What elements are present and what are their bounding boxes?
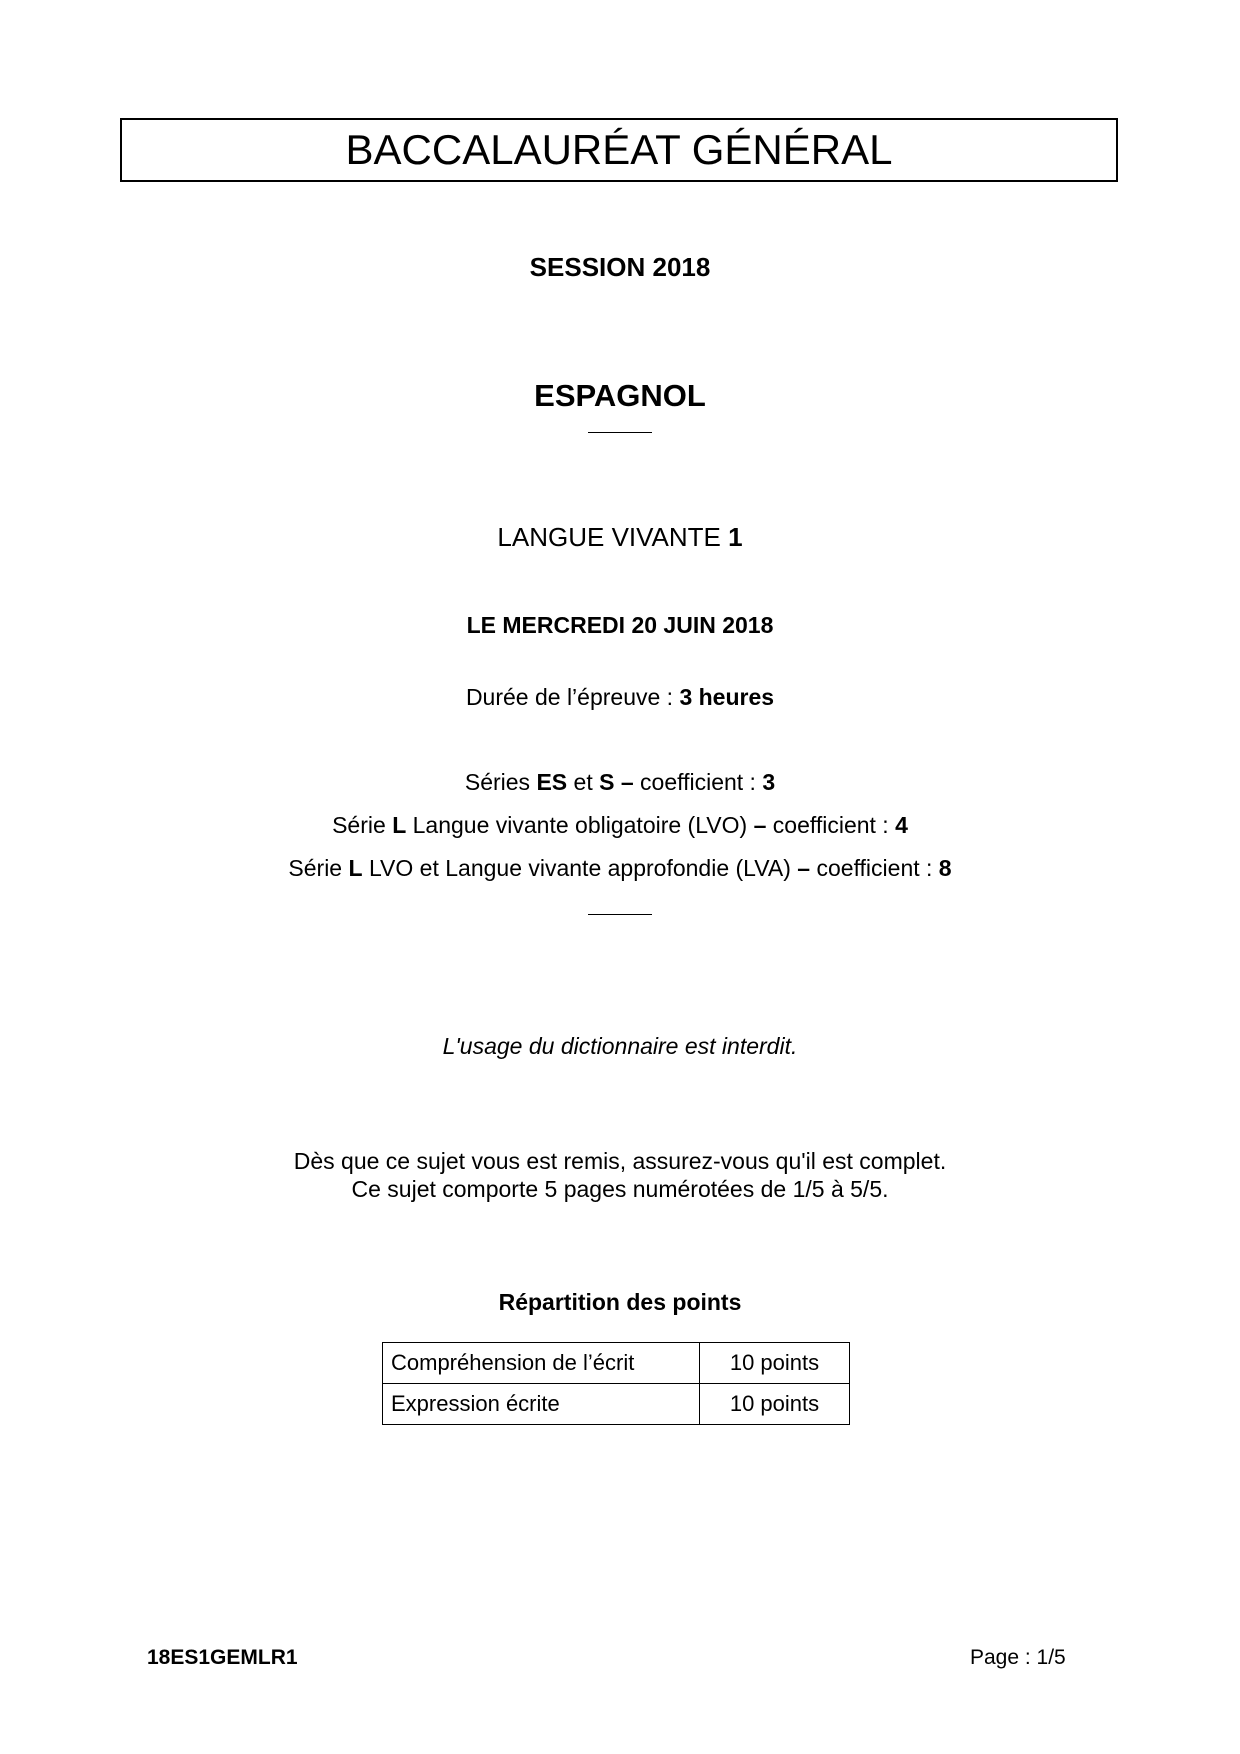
coefficient-line xyxy=(0,769,1240,796)
divider-rule xyxy=(588,914,652,915)
coefficient-text: Série xyxy=(288,855,349,881)
series-name: S xyxy=(599,769,615,795)
series-name: L xyxy=(348,855,363,881)
table-cell-value: 10 points xyxy=(700,1384,850,1425)
coefficient-line xyxy=(0,812,1240,839)
language-level-label: LANGUE VIVANTE xyxy=(497,522,729,552)
divider-rule xyxy=(588,432,652,433)
coefficient-text: Série xyxy=(332,812,393,838)
table-row xyxy=(383,1384,850,1425)
coefficient-dash: – xyxy=(797,855,817,881)
language-level-number: 1 xyxy=(728,522,743,552)
table-cell-label: Expression écrite xyxy=(383,1384,700,1425)
coefficient-text: LVO et Langue vivante approfondie (LVA) xyxy=(362,855,798,881)
coefficient-label: coefficient : xyxy=(816,855,939,881)
coefficient-value: 3 xyxy=(762,769,776,795)
completeness-notice: Dès que ce sujet vous est remis, assurez-vous qu'il est complet. xyxy=(293,1148,947,1174)
coefficient-value: 4 xyxy=(895,812,908,838)
table-cell-value: 10 points xyxy=(700,1343,850,1384)
language-level xyxy=(0,522,1240,553)
points-table-title: Répartition des points xyxy=(498,1289,742,1315)
exam-date: LE MERCREDI 20 JUIN 2018 xyxy=(466,612,774,638)
series-name: L xyxy=(392,812,407,838)
footer-page-number: Page : 1/5 xyxy=(970,1646,1066,1669)
coefficient-value: 8 xyxy=(938,855,952,881)
coefficient-label: coefficient : xyxy=(640,769,763,795)
footer-code: 18ES1GEMLR1 xyxy=(147,1646,298,1669)
coefficient-text: Langue vivante obligatoire (LVO) xyxy=(406,812,754,838)
dictionary-notice: L'usage du dictionnaire est interdit. xyxy=(442,1033,798,1059)
points-table xyxy=(382,1342,850,1425)
table-row xyxy=(383,1343,850,1384)
coefficient-label: coefficient : xyxy=(772,812,896,838)
exam-duration xyxy=(0,684,1240,711)
coefficient-dash: – xyxy=(614,769,641,795)
coefficient-text: Séries xyxy=(464,769,537,795)
coefficient-line xyxy=(0,855,1240,882)
coefficient-text: et xyxy=(567,769,600,795)
subject-heading: ESPAGNOL xyxy=(534,378,706,413)
document-title: BACCALAURÉAT GÉNÉRAL xyxy=(345,126,893,173)
series-name: ES xyxy=(536,769,568,795)
duration-value: 3 heures xyxy=(679,684,775,710)
title-box xyxy=(120,118,1118,182)
duration-label: Durée de l’épreuve : xyxy=(465,684,680,710)
table-cell-label: Compréhension de l’écrit xyxy=(383,1343,700,1384)
coefficient-dash: – xyxy=(753,812,773,838)
session-heading: SESSION 2018 xyxy=(529,252,711,282)
page-count-notice: Ce sujet comporte 5 pages numérotées de 1/5 à 5/5. xyxy=(351,1176,889,1202)
